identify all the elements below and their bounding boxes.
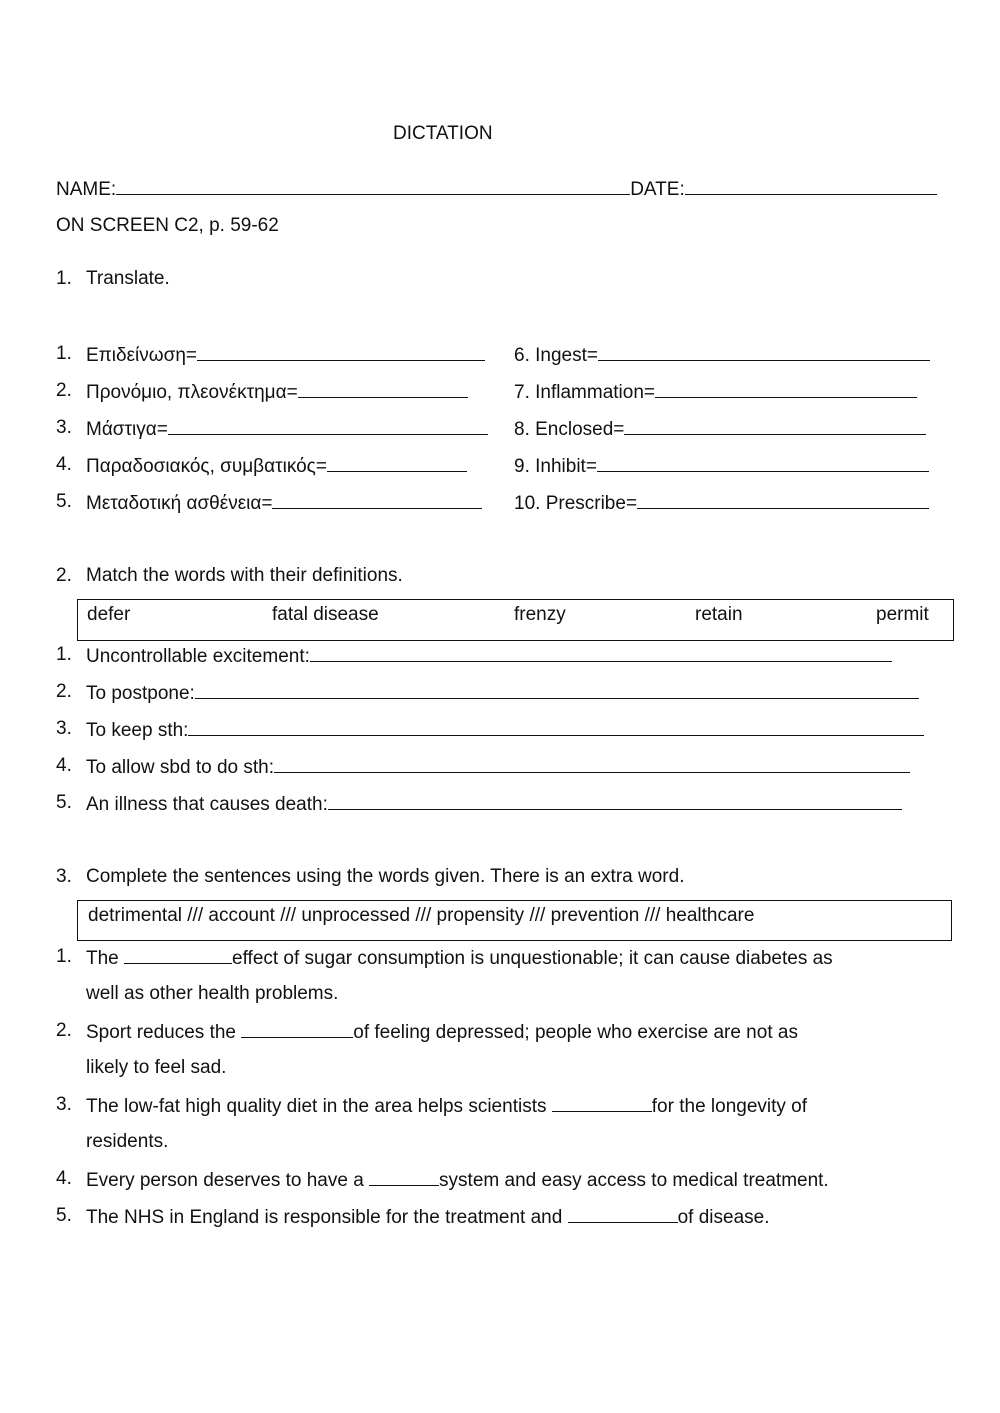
match-num: 4. [56, 755, 72, 776]
translate-term: 7. Inflammation= [514, 382, 655, 403]
translate-item-4 [86, 453, 467, 479]
word-bank-match [77, 599, 954, 641]
answer-blank[interactable] [124, 945, 232, 964]
section3-instruction: Complete the sentences using the words given. There is an extra word. [86, 866, 685, 887]
sentence-num: 2. [56, 1020, 72, 1041]
section1-instruction: Translate. [86, 268, 170, 289]
definition-text: To allow sbd to do sth: [86, 757, 274, 778]
translate-left-num: 3. [56, 417, 72, 438]
translate-term: Προνόμιο, πλεονέκτημα= [86, 382, 298, 403]
translate-item-1 [86, 342, 485, 368]
translate-left-num: 4. [56, 454, 72, 475]
name-field[interactable] [116, 176, 630, 195]
definition-text: To keep sth: [86, 720, 189, 741]
word-bank-complete: detrimental /// account /// unprocessed /// propensity /// prevention /// healthcare [77, 900, 952, 941]
answer-blank[interactable] [272, 490, 482, 509]
answer-blank[interactable] [327, 453, 467, 472]
match-num: 1. [56, 644, 72, 665]
sentence-text: The NHS in England is responsible for the treatment and [86, 1207, 568, 1228]
answer-blank[interactable] [188, 717, 924, 736]
name-date-line [56, 176, 937, 202]
word-bank-word: permit [876, 604, 929, 625]
definition-text: Uncontrollable excitement: [86, 646, 310, 667]
match-item-2 [86, 680, 919, 706]
sentence-5 [86, 1204, 770, 1230]
source-reference: ON SCREEN C2, p. 59-62 [56, 215, 279, 236]
translate-term: 10. Prescribe= [514, 493, 638, 514]
sentence-text: of disease. [677, 1207, 770, 1228]
match-item-1 [86, 643, 892, 669]
translate-term: Επιδείνωση= [86, 345, 197, 366]
translate-item-6 [514, 342, 930, 368]
section3-number: 3. [56, 866, 72, 887]
word-bank-word: frenzy [514, 604, 566, 625]
match-num: 3. [56, 718, 72, 739]
translate-item-7 [514, 379, 917, 405]
word-bank-word: retain [695, 604, 743, 625]
translate-item-9 [514, 453, 929, 479]
definition-text: To postpone: [86, 683, 195, 704]
answer-blank[interactable] [637, 490, 929, 509]
page-title: DICTATION [393, 123, 493, 144]
answer-blank[interactable] [168, 416, 488, 435]
definition-text: An illness that causes death: [86, 794, 328, 815]
answer-blank[interactable] [624, 416, 926, 435]
translate-term: 8. Enclosed= [514, 419, 625, 440]
sentence-text: for the longevity of [651, 1096, 808, 1117]
sentence-num: 1. [56, 946, 72, 967]
sentence-text: system and easy access to medical treatment. [439, 1170, 829, 1191]
answer-blank[interactable] [598, 342, 930, 361]
section1-number: 1. [56, 268, 72, 289]
sentence-1 [86, 945, 833, 971]
translate-term: 6. Ingest= [514, 345, 598, 366]
sentence-text: Sport reduces the [86, 1022, 242, 1043]
answer-blank[interactable] [369, 1167, 439, 1186]
sentence-2 [86, 1019, 798, 1045]
section2-instruction: Match the words with their definitions. [86, 565, 403, 586]
date-field[interactable] [685, 176, 937, 195]
translate-left-num: 2. [56, 380, 72, 401]
sentence-1-cont: well as other health problems. [86, 983, 339, 1004]
answer-blank[interactable] [197, 342, 485, 361]
translate-item-8 [514, 416, 926, 442]
match-item-4 [86, 754, 910, 780]
answer-blank[interactable] [298, 379, 468, 398]
sentence-2-cont: likely to feel sad. [86, 1057, 227, 1078]
word-bank-word: defer [87, 604, 131, 625]
translate-term: Μάστιγα= [86, 419, 168, 440]
date-label: DATE: [630, 179, 685, 200]
name-label: NAME: [56, 179, 117, 200]
answer-blank[interactable] [195, 680, 919, 699]
sentence-text: The [86, 948, 125, 969]
answer-blank[interactable] [568, 1204, 678, 1223]
sentence-3-cont: residents. [86, 1131, 169, 1152]
translate-item-3 [86, 416, 488, 442]
answer-blank[interactable] [274, 754, 910, 773]
sentence-num: 5. [56, 1205, 72, 1226]
match-num: 2. [56, 681, 72, 702]
match-item-5 [86, 791, 902, 817]
answer-blank[interactable] [655, 379, 917, 398]
answer-blank[interactable] [552, 1093, 652, 1112]
match-item-3 [86, 717, 924, 743]
translate-item-5 [86, 490, 482, 516]
translate-term: Παραδοσιακός, συμβατικός= [86, 456, 327, 477]
translate-left-num: 1. [56, 343, 72, 364]
sentence-text: The low-fat high quality diet in the area helps scientists [86, 1096, 552, 1117]
sentence-text: Every person deserves to have a [86, 1170, 370, 1191]
translate-term: Μεταδοτική ασθένεια= [86, 493, 273, 514]
translate-item-2 [86, 379, 468, 405]
match-num: 5. [56, 792, 72, 813]
sentence-3 [86, 1093, 807, 1119]
sentence-num: 4. [56, 1168, 72, 1189]
translate-term: 9. Inhibit= [514, 456, 597, 477]
answer-blank[interactable] [597, 453, 929, 472]
sentence-num: 3. [56, 1094, 72, 1115]
word-bank-word: fatal disease [272, 604, 379, 625]
sentence-4 [86, 1167, 829, 1193]
sentence-text: of feeling depressed; people who exercise are not as [353, 1022, 798, 1043]
answer-blank[interactable] [310, 643, 892, 662]
translate-item-10 [514, 490, 929, 516]
answer-blank[interactable] [241, 1019, 353, 1038]
answer-blank[interactable] [328, 791, 902, 810]
translate-left-num: 5. [56, 491, 72, 512]
sentence-text: effect of sugar consumption is unquestionable; it can cause diabetes as [232, 948, 833, 969]
section2-number: 2. [56, 565, 72, 586]
